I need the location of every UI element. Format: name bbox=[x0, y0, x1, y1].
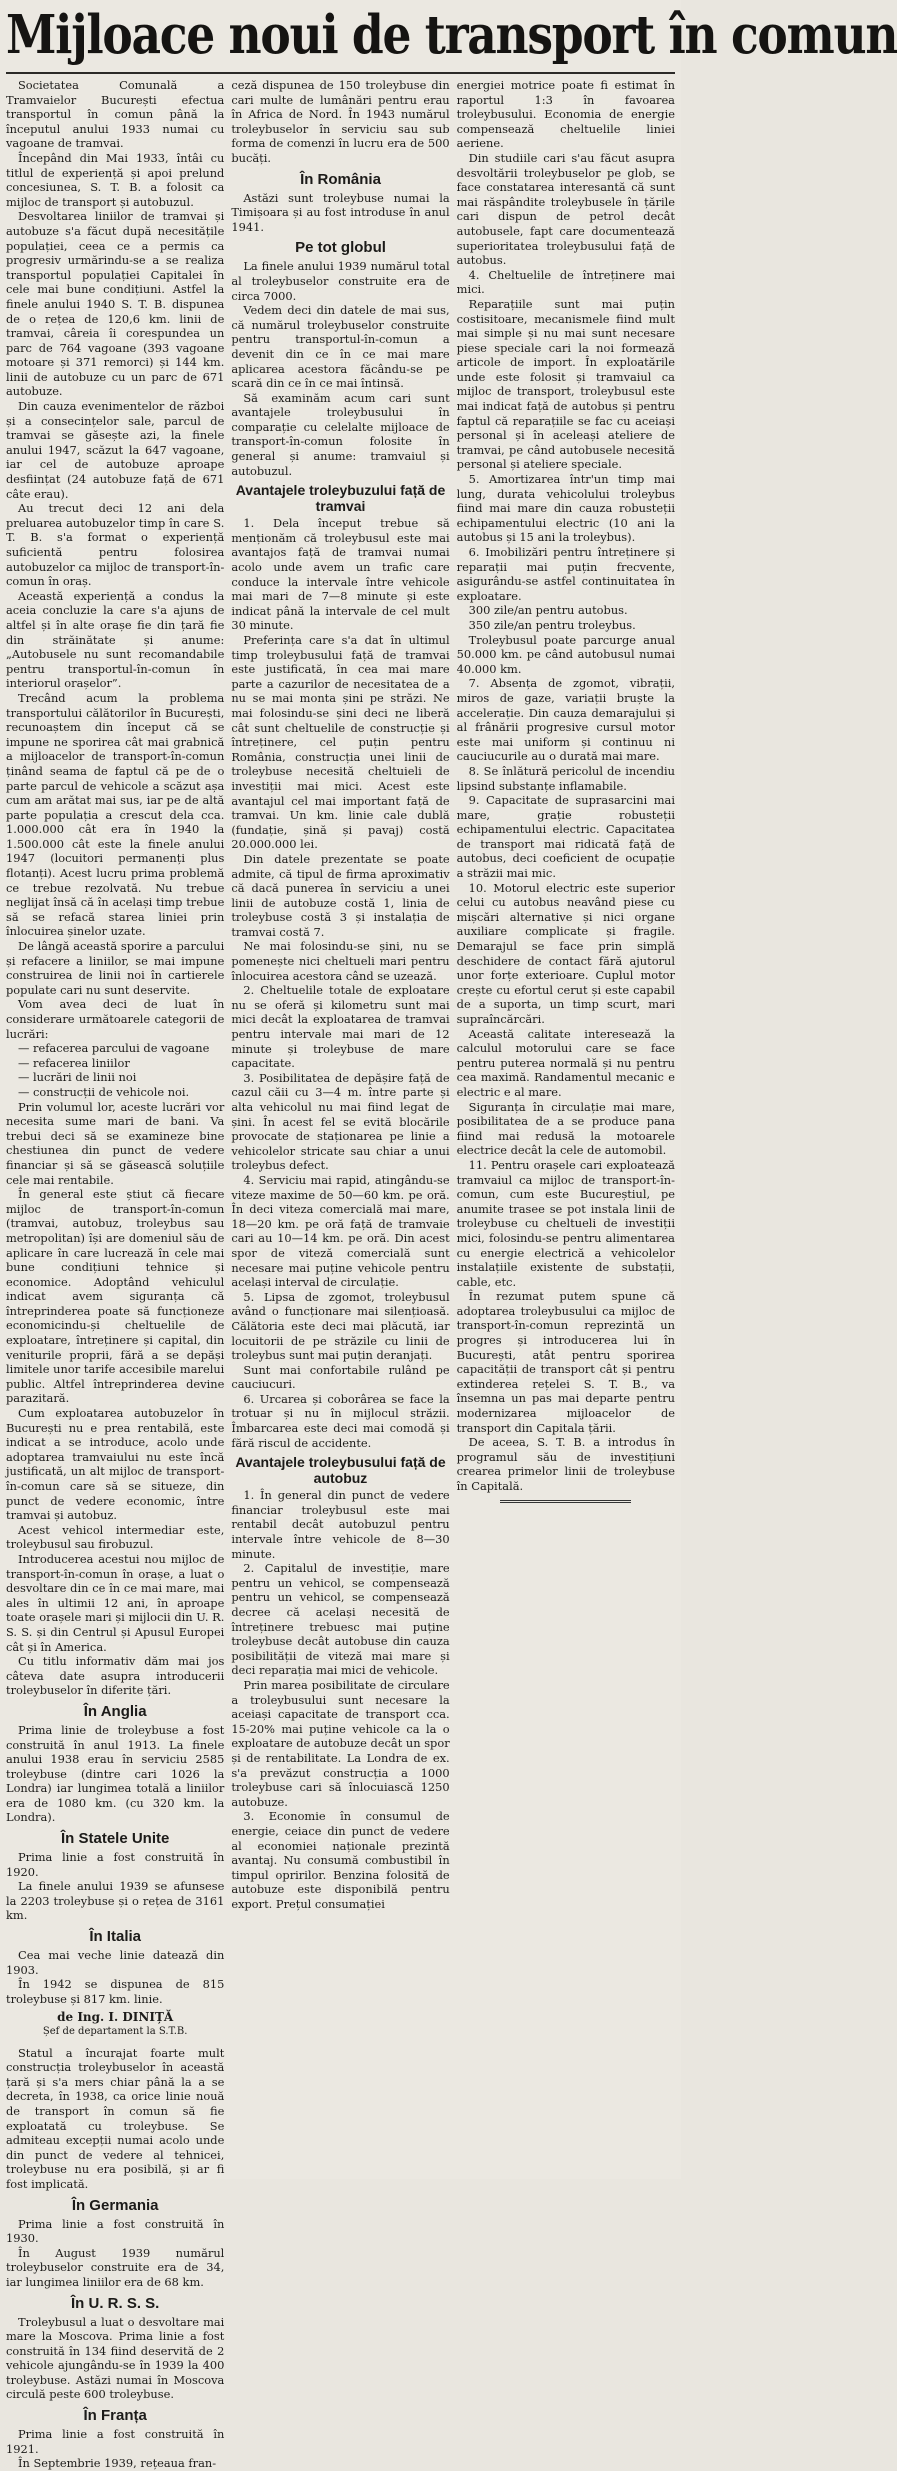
article-paragraph: 3. Economie în consumul de energie, ceiace din punct de vedere al economiei naționale prezintă avantaj. Nu consumă combustibil în timpul opririlor. Benzina folosită de autobuze este disponibilă pentru export. Prețul consumației bbox=[231, 1809, 450, 1911]
article-paragraph: — lucrări de linii noi bbox=[18, 1070, 137, 1085]
article-paragraph: 8. Se înlătură pericolul de incendiu lipsind substanțe inflamabile. bbox=[456, 763, 675, 793]
article-paragraph: În August 1939 numărul troleybuselor construite era de 34, iar lungimea liniilor era de 68 km. bbox=[6, 2245, 225, 2289]
article-paragraph: Din datele prezentate se poate admite, că tipul de firma aproximativ că dacă punerea în serviciu a unei linii de autobuze costă 1, linia de troleybuse costă 3 și instalația de tramvai costă 7. bbox=[231, 851, 450, 939]
article-paragraph: 1. Dela început trebue să menționăm că troleybusul este mai avantajos față de tramvai numai acolo unde avem un trafic care conduce la intervale între vehicole mai mari de 7—8 minute și este indicat până la intervale de cel mult 30 minute. bbox=[231, 516, 450, 633]
article-paragraph: 11. Pentru orașele cari exploatează tramvaiul ca mijloc de transport-în-comun, cum este Bucureștiul, pe anumite trasee se pot instala linii de troleybuse cu cheltueli de investiții mici, folosindu-se pentru alimentarea cu energie electrică a vehicolelor instalațiile existente de substații, cable, etc. bbox=[456, 1157, 675, 1289]
section-heading: În România bbox=[300, 170, 381, 188]
article-headline: Mijloace noui de transport în comun bbox=[6, 4, 897, 66]
subsection-heading: Avantajele troleybusului față de autobuz bbox=[235, 1454, 446, 1487]
article-paragraph: Vedem deci din datele de mai sus, că numărul troleybuselor construite pentru transportul-în-comun a devenit din ce în ce mai mare aplicarea acestora făcându-se pe scară din ce în ce mai întinsă. bbox=[231, 303, 450, 391]
article-paragraph: Începând din Mai 1933, întâi cu titlul de experiență și apoi prelund concesiunea, S. T. B. a folosit ca mijloc de transport și autobuzul. bbox=[6, 150, 225, 209]
article-paragraph: 5. Lipsa de zgomot, troleybusul având o funcționare mai silențioasă. Călătoria este deci mai plăcută, iar locuitorii de pe străzile cu linii de troleybus sunt mai puțin deranjați. bbox=[231, 1289, 450, 1363]
article-paragraph: Acest vehicol intermediar este, troleybusul sau firobuzul. bbox=[6, 1522, 225, 1552]
article-paragraph: 2. Capitalul de investiție, mare pentru un vehicol, se compensează pentru un vehicol, se compensează decree că același necesită de întreținere trebuesc mai puține troleybuse decât autobuse din cauza posibilității de viteză mai mare și deci reparația mai mici de vehicole. bbox=[231, 1561, 450, 1678]
author-byline: de Ing. I. DINIȚĂ bbox=[57, 2010, 174, 2025]
article-paragraph: Cea mai veche linie datează din 1903. bbox=[6, 1948, 225, 1977]
article-paragraph: 10. Motorul electric este superior celui cu autobus neavând piese cu mișcări alternative și nici organe auxiliare complicate și fragile. Demarajul se face prin simplă deschidere de contact fără ajutorul unor forțe exterioare. Cuplul motor crește cu efortul cerut și este capabil de a suporta, un timp scurt, mari supraîncărcări. bbox=[456, 880, 675, 1026]
article-paragraph: 3. Posibilitatea de depășire față de cazul căii cu 3—4 m. între parte și alta vehicolul nu mai fiind legat de șini. În acest fel se evită blocările provocate de staționarea pe linie a vehicolelor stricate sau chiar a unui troleybus defect. bbox=[231, 1070, 450, 1173]
article-paragraph: Trecând acum la problema transportului călătorilor în București, recunoaștem din început că se impune ne sporirea cât mai grabnică a mijloacelor de transport-în-comun ținând seama de faptul că pe de o parte parcul de vehicole a scăzut așa cum am arătat mai sus, iar pe de altă parte populația a crescut dela cca. 1.000.000 cât era în 1940 la 1.500.000 cât este la finele anului 1947 (locuitori permanenți plus flotanți). Acest lucru prima problemă ce trebue rezolvată. Nu trebue neglijat însă că în același timp trebue să se refacă starea liniei prin înlocuirea șinelor uzate. bbox=[6, 690, 225, 939]
article-paragraph: Prin marea posibilitate de circulare a troleybusului sunt necesare la aceiași capacitate de transport cca. 15-20% mai puține vehicole ca la o exploatare de autobuze decât un spor și de rentabilitate. La Londra de ex. s'a prevăzut construcția a 1000 troleybuse cari să înlocuiască 1250 autobuze. bbox=[231, 1677, 450, 1809]
article-paragraph: Această calitate interesează la calculul motorului care se face pentru puterea normală și nu pentru cea maximă. Randamentul mecanic e electric e al mare. bbox=[456, 1026, 675, 1099]
article-paragraph: 6. Urcarea și coborârea se face la trotuar și nu în mijlocul străzii. Îmbarcarea este deci mai comodă și fără riscul de accidente. bbox=[231, 1391, 450, 1450]
article-end-rule bbox=[500, 1500, 631, 1503]
article-column-1 bbox=[6, 78, 224, 2471]
article-paragraph: Introducerea acestui nou mijloc de transport-în-comun în orașe, a luat o desvoltare din ce în ce mai mare, mai ales în ultimii 12 ani, în aproape toate orașele mari și mijlocii din U. R. S. S. și din Centrul și Apusul Europei cât și în America. bbox=[6, 1551, 225, 1654]
article-paragraph: 9. Capacitate de suprasarcini mai mare, grație robusteții echipamentului electric. Capacitatea de transport mai ridicată față de autobus, deci coeficient de ocupație a străzii mai mic. bbox=[456, 793, 675, 881]
article-paragraph: Vom avea deci de luat în considerare următoarele categorii de lucrări: bbox=[6, 997, 225, 1041]
article-paragraph: Reparațiile sunt mai puțin costisitoare, mecanismele fiind mult mai simple și nu mai sunt necesare piese speciale cari la noi formează articole de import. În exploatările unde este folosit și tramvaiul ca mijloc de transport, troleybusul este mai indicat față de autobus și pentru faptul că reparațiile se fac cu aceiași personal și în aceleași ateliere de tramvai, pe când autobusele necesită personal și ateliere speciale. bbox=[456, 296, 675, 472]
article-paragraph: energiei motrice poate fi estimat în raportul 1:3 în favoarea troleybusului. Economia de energie compensează cheltuelile liniei aeriene. bbox=[456, 78, 675, 151]
article-paragraph: În 1942 se dispunea de 815 troleybuse și 817 km. linie. bbox=[6, 1977, 225, 2006]
article-paragraph: Prin volumul lor, aceste lucrări vor necesita sume mari de bani. Va trebui deci să se examineze bine chestiunea din punct de vedere financiar și să se găsească soluțiile cele mai rentabile. bbox=[6, 1099, 225, 1187]
article-paragraph: În rezumat putem spune că adoptarea troleybusului ca mijloc de transport-în-comun reprezintă un progres și introducerea lui în București, atât pentru sporirea capacității de transport cât și pentru extinderea rețelei S. T. B., va însemna un pas mai departe pentru modernizarea mijloacelor de transport din Capitala țării. bbox=[456, 1289, 675, 1435]
article-paragraph: Troleybusul a luat o desvoltare mai mare la Moscova. Prima linie a fost construită în 134 fiind deservită de 2 vehicole ajungându-se în 1939 la 400 troleybuse. Astăzi numai în Moscova circulă peste 600 troleybuse. bbox=[6, 2314, 225, 2402]
article-paragraph: Din studiile cari s'au făcut asupra desvoltării troleybuselor pe glob, se face constatarea interesantă că sunt mai răspândite troleybusele în țările cari dispun de petrol decât autobusele, fapt care documentează superioritatea troleybusului față de autobus. bbox=[456, 150, 675, 268]
article-paragraph: Societatea Comunală a Tramvaielor București efectua transportul în comun până la începutul anului 1933 numai cu vagoane de tramvai. bbox=[6, 78, 225, 151]
article-paragraph: 1. În general din punct de vedere financiar troleybusul este mai rentabil decât autobuzul pentru intervale între vehicole de 8—30 minute. bbox=[231, 1488, 450, 1561]
article-paragraph: 5. Amortizarea într'un timp mai lung, durata vehicolului troleybus fiind mai mare din cauza robusteții echipamentului electric (10 ani la autobus și 15 ani la troleybus). bbox=[456, 472, 675, 545]
article-paragraph: Siguranța în circulație mai mare, posibilitatea de a se produce pana fiind mai redusă la motoarele electrice decât la cele de automobil. bbox=[456, 1099, 675, 1158]
article-paragraph: Din cauza evenimentelor de război și a consecințelor sale, parcul de tramvai se găsește azi, la finele anului 1947, scăzut la 647 vagoane, iar cel de autobuze aproape desființat (24 autobuze față de 671 câte erau). bbox=[6, 399, 225, 501]
article-paragraph: 300 zile/an pentru autobus. bbox=[468, 603, 628, 618]
article-paragraph: De lângă această sporire a parcului și refacere a liniilor, se mai impune construirea de linii noi în cartierele populate cari nu sunt deservite. bbox=[6, 939, 225, 997]
section-heading: În Italia bbox=[89, 1928, 141, 1946]
article-paragraph: În Septembrie 1939, rețeaua fran- bbox=[18, 2456, 217, 2471]
section-heading: În U. R. S. S. bbox=[70, 2294, 160, 2312]
article-paragraph: În general este știut că fiecare mijloc de transport-în-comun (tramvai, autobuz, troleybus sau metropolitan) își are domeniul său de aplicare în care lucrează în cele mai bune condițiuni tehnice și economice. Adoptând vehiculul indicat avem siguranța că întreprinderea poate să funcționeze economicindu-și cheltuelile de exploatare, întreținere și capital, din veniturile proprii, fără a se depăși limitele unor tarife accesibile marelui public. Altfel întreprinderea devine parazitară. bbox=[6, 1187, 225, 1406]
section-heading: În Germania bbox=[71, 2196, 159, 2214]
article-paragraph: Preferința care s'a dat în ultimul timp troleybusului față de tramvai este justificată, în cea mai mare parte a cazurilor de necesitatea de a nu se mai monta șini pe străzi. Ne mai folosindu-se șini deci ne liberă cât sunt cheltuelile de construcție și întreținere, cel puțin pentru România, construcția unei linii de troleybuse necesită cheltuieli de investiții mai mici. Acest este avantajul cel mai important față de tramvai. Un km. linie cale dublă (fundație, șină și pavaj) costă 20.000.000 lei. bbox=[231, 633, 450, 852]
article-paragraph: — refacerea liniilor bbox=[18, 1055, 130, 1070]
article-paragraph: Cu titlu informativ dăm mai jos câteva date asupra introducerii troleybuselor în diferite țări. bbox=[6, 1654, 225, 1698]
article-paragraph: — construcții de vehicole noi. bbox=[18, 1084, 190, 1099]
article-paragraph: Troleybusul poate parcurge anual 50.000 km. pe când autobusul numai 40.000 km. bbox=[456, 632, 675, 676]
article-paragraph: — refacerea parcului de vagoane bbox=[18, 1041, 210, 1056]
article-paragraph: La finele anului 1939 se afunsese la 2203 troleybuse și o rețea de 3161 km. bbox=[6, 1879, 225, 1923]
article-paragraph: Desvoltarea liniilor de tramvai și autobuze s'a făcut după necesitățile populației, ceea ce a permis ca progresiv urmărindu-se a se realiza transportul populației Capitalei în cele mai bune condițiuni. Astfel la finele anului 1940 S. T. B. dispunea de o rețea de 120,6 km. linii de tramvai, câreia îi corespundea un parc de 764 vagoane (393 vagoane motoare și 371 remorci) și 144 km. linii de autobuze cu un parc de 671 autobuze. bbox=[6, 209, 225, 399]
article-paragraph: Sunt mai confortabile rulând pe cauciucuri. bbox=[231, 1362, 450, 1392]
article-paragraph: De aceea, S. T. B. a introdus în programul său de investițiuni crearea primelor linii de troleybuse în Capitală. bbox=[456, 1435, 675, 1493]
article-paragraph: Această experiență a condus la aceia concluzie la care s'a ajuns de altfel și în alte orașe fie din țară fie din străinătate și anume: „Autobusele nu sunt recomandabile pentru transportul-în-comun în interiorul orașelor”. bbox=[6, 588, 225, 691]
article-paragraph: Au trecut deci 12 ani dela preluarea autobuzelor timp în care S. T. B. s'a format o experiență suficientă pentru folosirea autobuzelor ca mijloc de transport-în-comun în oraș. bbox=[6, 501, 225, 589]
article-paragraph: 6. Imobilizări pentru întreținere și reparații mai puțin frecvente, asigurându-se astfel continuitatea în exploatare. bbox=[456, 545, 675, 603]
article-paragraph: Să examinăm acum cari sunt avantajele troleybusului în comparație cu celelalte mijloace de transport-în-comun folosite în general și anume: tramvaiul și autobuzul. bbox=[231, 390, 450, 478]
article-paragraph: Ne mai folosindu-se șini, nu se pomenește nici cheltueli mari pentru înlocuirea acestora când se uzează. bbox=[231, 939, 450, 983]
article-paragraph: 7. Absența de zgomot, vibrații, miros de gaze, variații bruște la accelerație. Din cauza demarajului și al frânării progresive cursul motor este mai uniform și continuu ni cauciucurile au o durată mai mare. bbox=[456, 676, 675, 764]
article-paragraph: Cum exploatarea autobuzelor în București nu e prea rentabilă, este indicat a se introduce, acolo unde adoptarea tramvaiului nu este încă justificată, un alt mijloc de transport-în-comun care să se situeze, din punct de vedere economic, între tramvai și autobuz. bbox=[6, 1406, 225, 1523]
article-paragraph: ceză dispunea de 150 troleybuse din cari multe de lumânări pentru erau în Africa de Nord. În 1943 numărul troleybuselor în serviciu sau sub forma de comenzi în lucru era de 500 bucăți. bbox=[231, 78, 450, 165]
author-role: Șef de departament la S.T.B. bbox=[42, 2026, 188, 2037]
article-paragraph: La finele anului 1939 numărul total al troleybuselor construite era de circa 7000. bbox=[231, 259, 450, 303]
article-paragraph: Statul a încurajat foarte mult construcția troleybuselor în această țară și s'a mers chiar până la a se decreta, în 1938, ca orice linie nouă de transport în comun să fie exploatată cu troleybuse. Se admiteau excepții numai acolo unde din punct de vedere al tehnicei, troleybuse nu era posibilă, și ar fi fost implicată. bbox=[6, 2045, 225, 2191]
subsection-heading: Avantajele troleybuzului față de tramvai bbox=[235, 482, 446, 515]
article-paragraph: 2. Cheltuelile totale de exploatare nu se oferă și kilometru sunt mai mici decât la exploatarea de tramvai pentru intervale mai mari de 12 minute și troleybuse de mare capacitate. bbox=[231, 983, 450, 1071]
article-paragraph: Astăzi sunt troleybuse numai la Timișoara și au fost introduse în anul 1941. bbox=[231, 190, 450, 234]
article-paragraph: Prima linie a fost construită în 1920. bbox=[6, 1850, 225, 1879]
section-heading: În Statele Unite bbox=[60, 1830, 170, 1848]
article-paragraph: Prima linie a fost construită în 1930. bbox=[6, 2216, 225, 2246]
article-paragraph: 4. Serviciu mai rapid, atingându-se viteze maxime de 50—60 km. pe oră. În deci viteza comercială mai mare, 18—20 km. pe oră față de tramvaie cari au 10—14 km. pe oră. Din acest spor de viteză comercială sunt necesare mai puține vehicole pentru același interval de circulație. bbox=[231, 1172, 450, 1290]
section-heading: În Franța bbox=[83, 2407, 147, 2425]
article-paragraph: Prima linie de troleybuse a fost construită în anul 1913. La finele anului 1938 erau în serviciu 2585 troleybuse (dintre cari 1026 la Londra) iar lungimea totală a liniilor era de 1080 km. (cu 320 km. la Londra). bbox=[6, 1722, 225, 1825]
article-column-2 bbox=[231, 78, 449, 2471]
section-heading: În Anglia bbox=[83, 1702, 147, 1720]
article-column-3 bbox=[457, 78, 675, 2471]
article-paragraph: Prima linie a fost construită în 1921. bbox=[6, 2427, 225, 2456]
headline-rule bbox=[6, 72, 675, 74]
article-columns bbox=[6, 78, 675, 2471]
section-heading: Pe tot globul bbox=[295, 239, 386, 257]
article-paragraph: 350 zile/an pentru troleybus. bbox=[468, 617, 636, 632]
article-paragraph: 4. Cheltuelile de întreținere mai mici. bbox=[456, 267, 675, 297]
